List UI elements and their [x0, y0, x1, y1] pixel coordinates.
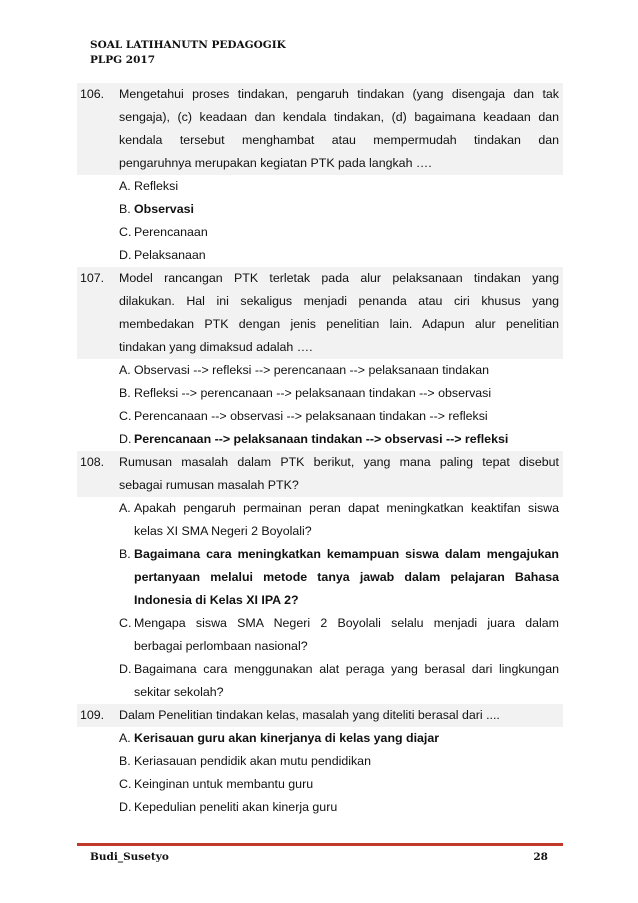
- option-text: Kepedulian peneliti akan kinerja guru: [134, 800, 338, 814]
- question-108-line: [77, 451, 563, 474]
- option-letter: A.: [119, 731, 131, 745]
- question-text: Mengetahui proses tindakan, pengaruh tindakan (yang disengaja dan tak: [119, 87, 559, 101]
- option-text-answer: Kerisauan guru akan kinerjanya di kelas yang diajar: [134, 731, 440, 745]
- option-b: [77, 750, 563, 773]
- option-letter: A.: [119, 179, 131, 193]
- header-title: SOAL LATIHANUTN PEDAGOGIK: [90, 39, 286, 51]
- question-number: 107.: [80, 271, 105, 285]
- header-subtitle: PLPG 2017: [90, 54, 156, 66]
- option-a: [77, 175, 563, 198]
- option-letter: B.: [119, 386, 131, 400]
- option-letter: C.: [119, 225, 132, 239]
- option-c: [77, 773, 563, 796]
- option-letter: D.: [119, 432, 132, 446]
- option-letter: B.: [119, 547, 131, 561]
- option-d: [77, 658, 563, 681]
- option-text: Keriasauan pendidik akan mutu pendidikan: [134, 754, 371, 768]
- page-number: 28: [533, 851, 548, 863]
- option-text: Perencanaan: [134, 225, 208, 239]
- option-text: Observasi --> refleksi --> perencanaan --> pelaksanaan tindakan: [134, 363, 490, 377]
- option-text: kelas XI SMA Negeri 2 Boyolali?: [134, 524, 312, 538]
- option-letter: B.: [119, 754, 131, 768]
- option-text: Keinginan untuk membantu guru: [134, 777, 314, 791]
- option-a: [77, 497, 563, 520]
- option-b: [77, 382, 563, 405]
- option-text-answer: Bagaimana cara meningkatkan kemampuan siswa dalam mengajukan: [134, 547, 559, 561]
- question-109-line: [77, 704, 563, 727]
- option-d: [77, 796, 563, 819]
- question-list: [77, 83, 563, 819]
- question-107-line: [77, 267, 563, 290]
- footer-divider: [77, 843, 563, 846]
- question-108-line: [77, 474, 563, 497]
- question-text: pengaruhnya merupakan kegiatan PTK pada langkah ….: [119, 156, 432, 170]
- question-text: sengaja), (c) keadaan dan kendala tindakan, (d) bagaimana keadaan dan: [119, 110, 559, 124]
- option-text: Apakah pengaruh permainan peran dapat meningkatkan keaktifan siswa: [134, 501, 559, 515]
- question-text: Dalam Penelitian tindakan kelas, masalah yang diteliti berasal dari ....: [119, 708, 500, 722]
- question-107-line: [77, 336, 563, 359]
- option-text-answer: Indonesia di Kelas XI IPA 2?: [134, 593, 299, 607]
- question-106-line: [77, 83, 563, 106]
- question-106-line: [77, 129, 563, 152]
- question-106-line: [77, 152, 563, 175]
- question-text: sebagai rumusan masalah PTK?: [119, 478, 299, 492]
- option-text: Mengapa siswa SMA Negeri 2 Boyolali selalu menjadi juara dalam: [134, 616, 559, 630]
- option-text-answer: pertanyaan melalui metode tanya jawab dalam pelajaran Bahasa: [134, 570, 559, 584]
- option-a: [77, 359, 563, 382]
- option-letter: C.: [119, 777, 132, 791]
- option-text: Pelaksanaan: [134, 248, 206, 262]
- question-text: tindakan yang dimaksud adalah ….: [119, 340, 313, 354]
- option-text-answer: Observasi: [134, 202, 194, 216]
- question-number: 106.: [80, 87, 105, 101]
- option-text: sekitar sekolah?: [134, 685, 224, 699]
- option-d: [77, 244, 563, 267]
- footer-author: Budi_Susetyo: [90, 851, 169, 863]
- question-text: dilakukan. Hal ini sekaligus menjadi penanda atau ciri khusus yang: [119, 294, 559, 308]
- option-d-cont: [77, 681, 563, 704]
- question-107-line: [77, 313, 563, 336]
- option-b: [77, 543, 563, 566]
- option-a-cont: [77, 520, 563, 543]
- option-text-answer: Perencanaan --> pelaksanaan tindakan --> observasi --> refleksi: [134, 432, 509, 446]
- option-letter: C.: [119, 409, 132, 423]
- option-letter: C.: [119, 616, 132, 630]
- option-letter: D.: [119, 662, 132, 676]
- question-number: 108.: [80, 455, 105, 469]
- option-text: berbagai perlombaan nasional?: [134, 639, 308, 653]
- question-text: membedakan PTK dengan jenis penelitian lain. Adapun alur penelitian: [119, 317, 559, 331]
- question-text: kendala tersebut menghambat atau mempermudah tindakan dan: [119, 133, 559, 147]
- option-b-cont: [77, 566, 563, 589]
- option-b: [77, 198, 563, 221]
- option-a: [77, 727, 563, 750]
- option-letter: D.: [119, 800, 132, 814]
- option-c: [77, 221, 563, 244]
- option-text: Perencanaan --> observasi --> pelaksanaan tindakan --> refleksi: [134, 409, 488, 423]
- option-letter: A.: [119, 501, 131, 515]
- option-text: Bagaimana cara menggunakan alat peraga yang berasal dari lingkungan: [134, 662, 559, 676]
- option-c-cont: [77, 635, 563, 658]
- option-c: [77, 612, 563, 635]
- option-text: Refleksi: [134, 179, 179, 193]
- option-b-cont: [77, 589, 563, 612]
- option-text: Refleksi --> perencanaan --> pelaksanaan tindakan --> observasi: [134, 386, 492, 400]
- question-text: Rumusan masalah dalam PTK berikut, yang mana paling tepat disebut: [119, 455, 559, 469]
- page-header: [90, 38, 286, 68]
- option-letter: A.: [119, 363, 131, 377]
- question-107-line: [77, 290, 563, 313]
- question-number: 109.: [80, 708, 105, 722]
- question-106-line: [77, 106, 563, 129]
- option-letter: B.: [119, 202, 131, 216]
- option-letter: D.: [119, 248, 132, 262]
- question-text: Model rancangan PTK terletak pada alur pelaksanaan tindakan yang: [119, 271, 559, 285]
- option-d: [77, 428, 563, 451]
- option-c: [77, 405, 563, 428]
